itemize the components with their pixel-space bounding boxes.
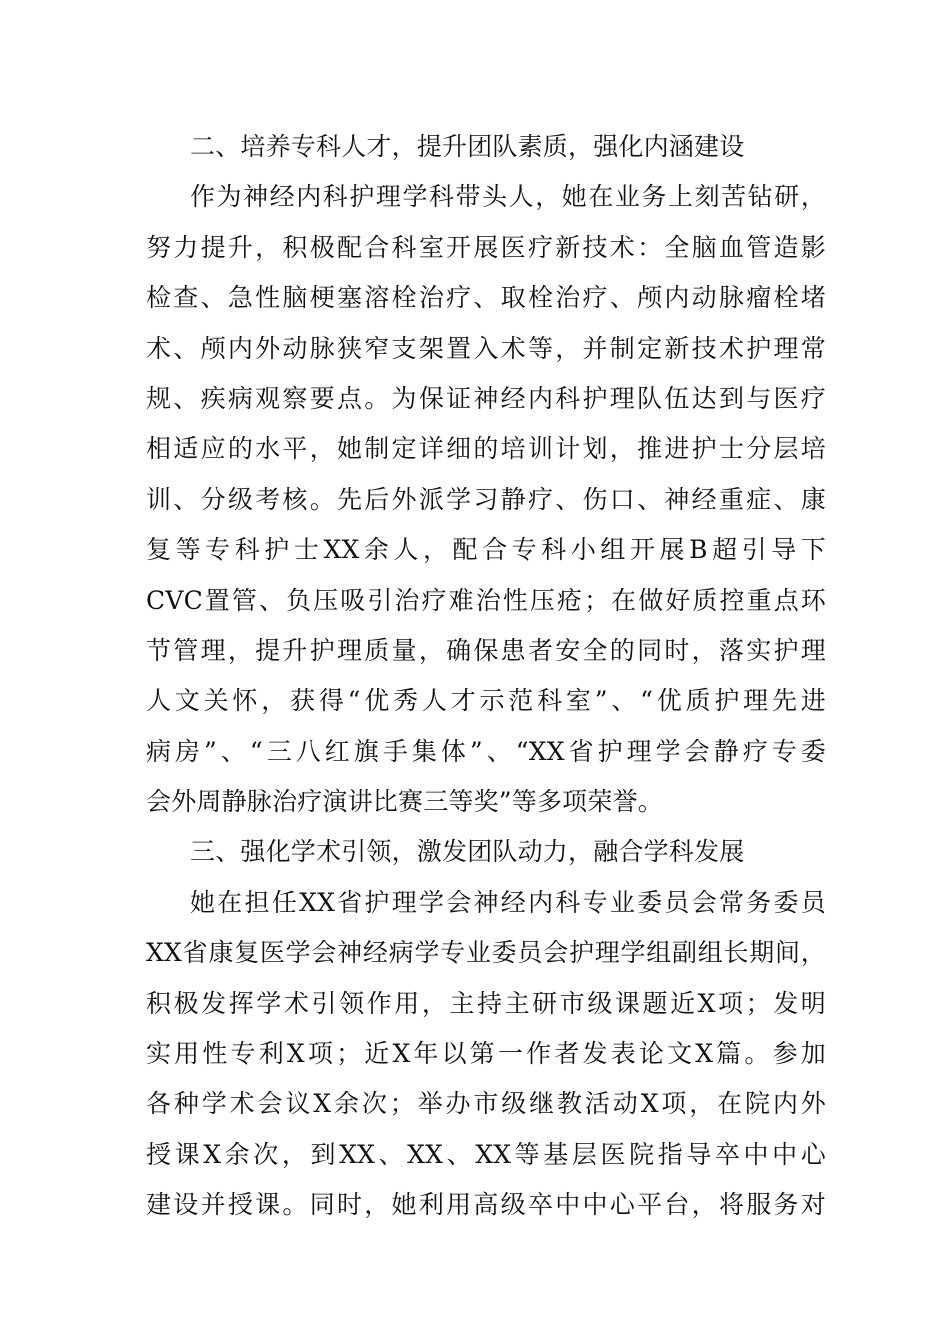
paragraph-line: 人文关怀，获得“优秀人才示范科室”、“优质护理先进 [146,686,826,716]
paragraph-line: 节管理，提升护理质量，确保患者安全的同时，落实护理 [146,635,826,665]
paragraph-line: 训、分级考核。先后外派学习静疗、伤口、神经重症、康 [146,484,826,514]
paragraph-line: 建设并授课。同时，她利用高级卒中中心平台，将服务对 [146,1190,826,1220]
paragraph-line: 术、颅内外动脉狭窄支架置入术等，并制定新技术护理常 [146,333,826,363]
paragraph-line: 作为神经内科护理学科带头人，她在业务上刻苦钻研， [190,182,826,212]
paragraph-line: 检查、急性脑梗塞溶栓治疗、取栓治疗、颅内动脉瘤栓堵 [146,283,826,313]
paragraph-line: 授课X余次，到XX、XX、XX等基层医院指导卒中中心 [146,1139,826,1169]
section-heading-2: 二、培养专科人才，提升团队素质，强化内涵建设 [190,132,745,161]
body-text [146,122,826,1231]
paragraph-line: 实用性专利X项；近X年以第一作者发表论文X篇。参加 [146,1039,826,1069]
paragraph-line: 她在担任XX省护理学会神经内科专业委员会常务委员 [190,887,826,917]
paragraph-line: 积极发挥学术引领作用，主持主研市级课题近X项；发明 [146,988,826,1018]
paragraph-line: CVC置管、负压吸引治疗难治性压疮；在做好质控重点环 [146,585,826,615]
paragraph-line: 规、疾病观察要点。为保证神经内科护理队伍达到与医疗 [146,383,826,413]
paragraph-line: 复等专科护士XX余人，配合专科小组开展B超引导下 [146,535,826,565]
paragraph-line: 会外周静脉治疗演讲比赛三等奖”等多项荣誉。 [146,787,663,817]
paragraph-line: XX省康复医学会神经病学专业委员会护理学组副组长期间， [146,938,826,968]
section-heading-3: 三、强化学术引领，激发团队动力，融合学科发展 [190,837,745,867]
paragraph-line: 病房”、“三八红旗手集体”、“XX省护理学会静疗专委 [146,736,826,766]
paragraph-line: 相适应的水平，她制定详细的培训计划，推进护士分层培 [146,434,826,464]
paragraph-line: 努力提升，积极配合科室开展医疗新技术：全脑血管造影 [146,232,826,262]
paragraph-line: 各种学术会议X余次；举办市级继教活动X项，在院内外 [146,1089,826,1119]
